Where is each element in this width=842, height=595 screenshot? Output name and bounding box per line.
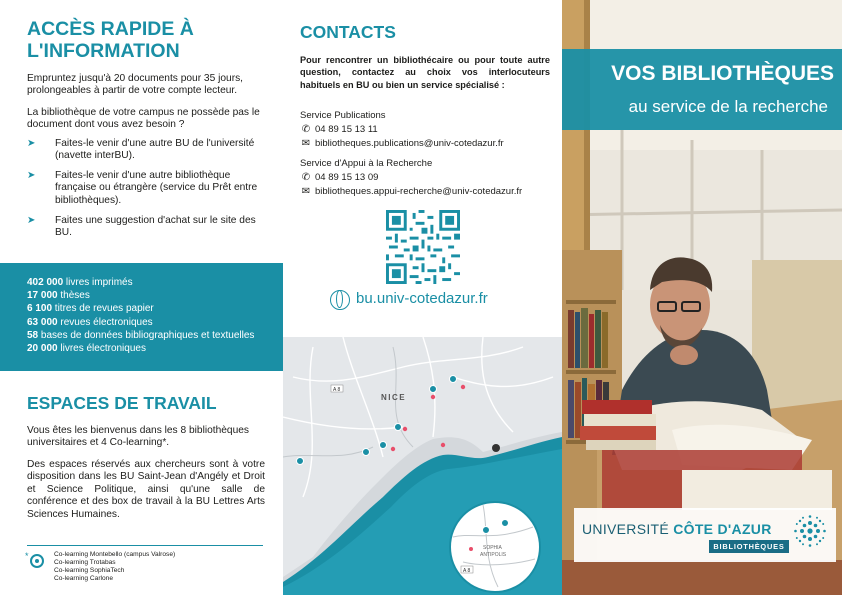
colearning-item: Co-learning Carlone [54, 575, 114, 582]
stat-line: 63 000 revues électroniques [27, 317, 153, 328]
mail-icon: ✉ [301, 186, 311, 197]
bullet-text: Faites-le venir d'une autre BU de l'université (navette interBU). [55, 138, 255, 162]
logo-bibliotheques: BIBLIOTHÈQUES [709, 540, 789, 553]
stat-line: 17 000 thèses [27, 290, 90, 301]
arrow-icon: ➤ [27, 138, 36, 149]
arrow-icon: ➤ [27, 170, 36, 181]
footnote-star: * [25, 551, 29, 561]
website-link[interactable]: bu.univ-cotedazur.fr [356, 290, 488, 307]
email-row[interactable] [300, 186, 522, 197]
stat-line: 6 100 titres de revues papier [27, 303, 154, 314]
stats-box [0, 263, 283, 371]
divider [27, 545, 263, 546]
qr-code[interactable] [386, 210, 460, 284]
acces-rapide-title: ACCÈS RAPIDE À L'INFORMATION [27, 18, 194, 62]
map-inset-label: SOPHIA [483, 545, 502, 551]
mail-icon: ✉ [301, 138, 311, 149]
bullet-text: Faites une suggestion d'achat sur le site des BU. [55, 215, 256, 239]
welcome-paragraph: Vous êtes les bienvenus dans les 8 bibliothèques universitaires et 4 Co-learning*. [27, 425, 250, 449]
phone-icon: ✆ [301, 124, 311, 135]
right-panel [562, 0, 842, 595]
phone-row: ✆ 04 89 15 13 11 [301, 124, 378, 135]
missing-document-paragraph: La bibliothèque de votre campus ne possède pas le document dont vous avez besoin ? [27, 107, 260, 131]
middle-panel [283, 0, 562, 595]
left-panel [0, 0, 283, 595]
researcher-spaces-paragraph: Des espaces réservés aux chercheurs sont à votre disposition dans les BU Saint-Jean d'Angély et Droit et Science Politique, ainsi qu'une salle de conférence et des box de travail à la BU Lettres Arts Sciences Humaines. [27, 459, 265, 520]
map-inset-label: ANTIPOLIS [480, 552, 507, 558]
main-title: VOS BIBLIOTHÈQUES [611, 62, 834, 85]
map-city-label: NICE [381, 393, 407, 402]
email-row[interactable] [300, 138, 504, 149]
university-logo-text: UNIVERSITÉ CÔTE D'AZUR [582, 521, 772, 537]
colearning-item: Co-learning SophiaTech [54, 567, 125, 574]
espaces-title: ESPACES DE TRAVAIL [27, 393, 217, 413]
service-name: Service Publications [300, 110, 386, 121]
university-logo-icon [793, 514, 827, 548]
globe-icon [330, 290, 350, 310]
stat-line: 20 000 livres électroniques [27, 343, 146, 354]
map-road-label: A 8 [463, 568, 471, 574]
arrow-icon: ➤ [27, 215, 36, 226]
campus-map [283, 337, 562, 595]
colearning-item: Co-learning Trotabas [54, 559, 116, 566]
contacts-title: CONTACTS [300, 22, 396, 42]
main-subtitle: au service de la recherche [628, 97, 828, 116]
contacts-intro: Pour rencontrer un bibliothécaire ou pour toute autre question, contactez au choix vos interlocuteurs habituels en BU ou bien un service spécialisé : [300, 55, 550, 90]
phone-icon: ✆ [301, 172, 311, 183]
email-link[interactable]: bibliotheques.appui-recherche@univ-cotedazur.fr [315, 186, 523, 197]
stat-line: 402 000 livres imprimés [27, 277, 133, 288]
stat-line: 58 bases de données bibliographiques et textuelles [27, 330, 255, 341]
service-name: Service d'Appui à la Recherche [300, 158, 433, 169]
map-road-label: A 8 [333, 387, 341, 393]
loan-paragraph: Empruntez jusqu'à 20 documents pour 35 jours, prolongeables à partir de votre compte lecteur. [27, 73, 244, 97]
phone-row: ✆ 04 89 15 13 09 [301, 172, 379, 183]
colearning-icon [30, 554, 44, 568]
bullet-text: Faites-le venir d'une autre bibliothèque française ou étrangère (service du Prêt entre bibliothèques). [55, 170, 258, 206]
email-link[interactable]: bibliotheques.publications@univ-cotedazur.fr [315, 138, 504, 149]
colearning-item: Co-learning Montebello (campus Valrose) [54, 551, 176, 558]
